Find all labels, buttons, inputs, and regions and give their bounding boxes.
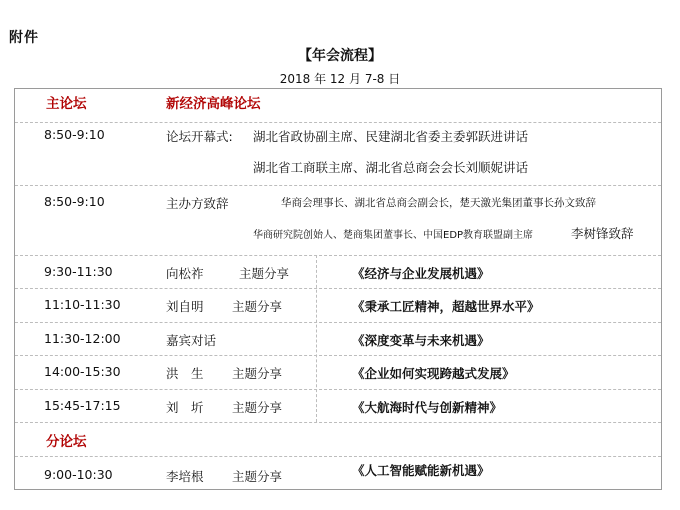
time-slot: 8:50-9:10 bbox=[44, 127, 105, 142]
session-topic: 《秉承工匠精神，超越世界水平》 bbox=[352, 299, 540, 314]
time-slot: 11:10-11:30 bbox=[44, 297, 121, 312]
speaker: 刘自明 bbox=[166, 299, 204, 314]
event-date: 2018 年 12 月 7-8 日 bbox=[279, 72, 401, 86]
schedule-row bbox=[15, 152, 661, 185]
schedule-row bbox=[15, 218, 661, 255]
agenda-detail: 华商会理事长、湖北省总商会副会长，楚天激光集团董事长孙文致辞 bbox=[281, 197, 596, 209]
schedule-row bbox=[15, 288, 661, 323]
agenda-item: 主办方致辞 bbox=[166, 196, 229, 211]
schedule-row bbox=[15, 389, 661, 423]
main-forum-label: 主论坛 bbox=[46, 96, 87, 112]
session-topic: 《深度变革与未来机遇》 bbox=[352, 333, 490, 348]
session-topic: 《大航海时代与创新精神》 bbox=[352, 400, 503, 415]
speaker: 向松祚 bbox=[166, 266, 204, 281]
schedule-row bbox=[15, 456, 661, 490]
schedule-row bbox=[15, 322, 661, 356]
session-type: 主题分享 bbox=[232, 299, 283, 314]
schedule-table bbox=[14, 88, 662, 490]
main-forum-header-row bbox=[15, 89, 661, 122]
time-slot: 8:50-9:10 bbox=[44, 194, 105, 209]
session-type: 主题分享 bbox=[239, 266, 290, 281]
agenda-detail: 湖北省政协副主席、民建湖北省委主委郭跃进讲话 bbox=[253, 129, 529, 144]
session-topic: 《人工智能赋能新机遇》 bbox=[352, 463, 490, 478]
schedule-row bbox=[15, 355, 661, 390]
agenda-detail: 湖北省工商联主席、湖北省总商会会长刘顺妮讲话 bbox=[253, 160, 529, 175]
session-type: 主题分享 bbox=[232, 400, 283, 415]
schedule-row bbox=[15, 255, 661, 289]
time-slot: 11:30-12:00 bbox=[44, 331, 121, 346]
schedule-row bbox=[15, 122, 661, 153]
speaker: 刘 圻 bbox=[166, 400, 204, 415]
session-topic: 《经济与企业发展机遇》 bbox=[352, 266, 490, 281]
time-slot: 14:00-15:30 bbox=[44, 364, 121, 379]
agenda-item: 论坛开幕式: bbox=[166, 129, 233, 144]
session-type: 主题分享 bbox=[232, 366, 283, 381]
speaker: 洪 生 bbox=[166, 366, 204, 381]
speaker: 嘉宾对话 bbox=[166, 333, 217, 348]
time-slot: 9:00-10:30 bbox=[44, 467, 113, 482]
forum-name: 新经济高峰论坛 bbox=[166, 96, 261, 112]
time-slot: 9:30-11:30 bbox=[44, 264, 113, 279]
page-title: 【年会流程】 bbox=[298, 48, 382, 64]
sub-forum-header-row bbox=[15, 422, 661, 457]
schedule-row bbox=[15, 185, 661, 219]
attachment-label: 附件 bbox=[9, 30, 39, 46]
agenda-detail-extra: 李树锋致辞 bbox=[571, 226, 634, 241]
session-type: 主题分享 bbox=[232, 469, 283, 484]
sub-forum-label: 分论坛 bbox=[46, 434, 87, 450]
time-slot: 15:45-17:15 bbox=[44, 398, 121, 413]
session-topic: 《企业如何实现跨越式发展》 bbox=[352, 366, 515, 381]
speaker: 李培根 bbox=[166, 469, 204, 484]
agenda-detail: 华商研究院创始人、楚商集团董事长、中国EDP教育联盟副主席 bbox=[253, 230, 534, 241]
